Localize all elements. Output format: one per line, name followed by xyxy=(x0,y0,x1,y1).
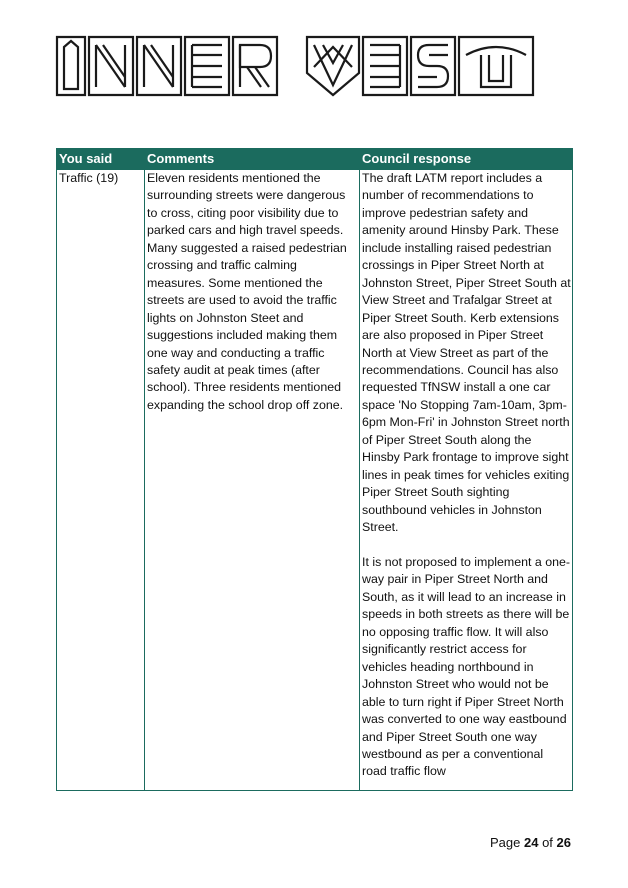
logo-letter-s xyxy=(411,37,455,95)
logo-letter-w xyxy=(307,37,359,95)
table-header-row xyxy=(57,149,573,170)
comments-cell: Eleven residents mentioned the surrounding streets were dangerous to cross, citing poor visibility due to parked cars and high travel speeds. Many suggested a raised pedestrian crossing and traffic calming measures. Some mentioned the streets are used to avoid the traffic lights on Johnston Steet and suggestions included making them one way and conducting a traffic safety audit at peak times (after school). Three residents mentioned expanding the school drop off zone. xyxy=(145,170,360,791)
table-row xyxy=(57,170,573,791)
logo-letter-e xyxy=(185,37,229,95)
inner-west-logo xyxy=(55,35,535,97)
logo-letter-e-2 xyxy=(363,37,407,95)
logo-letter-r xyxy=(233,37,277,95)
header-comments: Comments xyxy=(145,149,360,170)
logo-letter-t xyxy=(459,37,533,95)
logo-letter-n-2 xyxy=(137,37,181,95)
topic-cell: Traffic (19) xyxy=(57,170,145,791)
total-pages: 26 xyxy=(556,835,571,850)
header-you-said: You said xyxy=(57,149,145,170)
logo-letter-n xyxy=(89,37,133,95)
header-council-response: Council response xyxy=(360,149,573,170)
feedback-table xyxy=(56,148,573,791)
page-number xyxy=(490,835,571,850)
council-response-cell: The draft LATM report includes a number of recommendations to improve pedestrian safety and amenity around Hinsby Park. These include installing raised pedestrian crossings in Piper Street North at Johnston Street, Piper Street South at View Street and Trafalgar Street at Piper Street South. Kerb extensions are also proposed in Piper Street North at View Street as part of the recommendations. Council has also requested TfNSW install a one car space 'No Stopping 7am-10am, 3pm-6pm Mon-Fri' in Johnston Street north of Piper Street South along the Hinsby Park frontage to improve sight lines in peak times for vehicles exiting Piper Street South sighting southbound vehicles in Johnston Street. It is not proposed to implement a one-way pair in Piper Street North and South, as it will lead to an increase in speeds in both streets as there will be no opposing traffic flow. It will also significantly restrict access for vehicles heading northbound in Johnston Street who would not be able to turn right if Piper Street North was converted to one way eastbound and Piper Street South one way westbound as per a conventional road traffic flow xyxy=(360,170,573,791)
page-label: Page xyxy=(489,835,521,850)
current-page: 24 xyxy=(523,835,539,850)
page-of-label: of xyxy=(542,835,553,850)
logo-letter-i xyxy=(57,37,85,95)
